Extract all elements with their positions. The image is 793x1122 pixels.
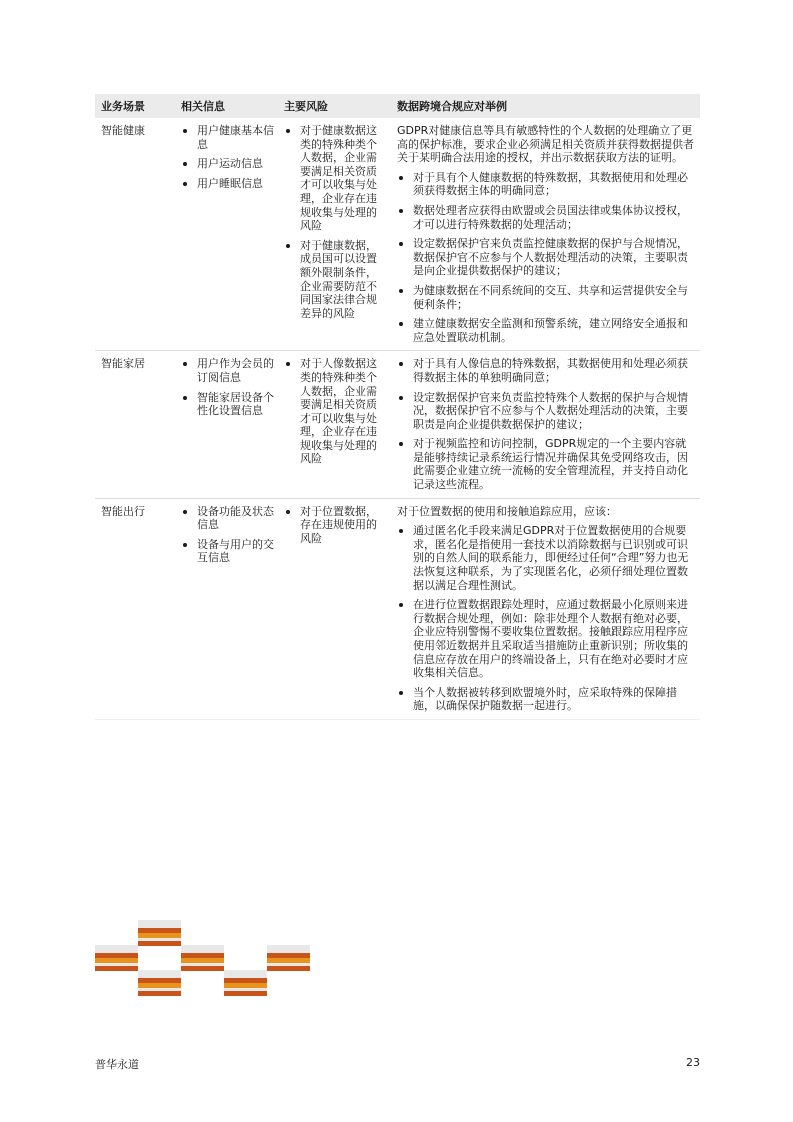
list-item: 对于健康数据这类的特殊种类个人数据，企业需要满足相关资质才可以收集与处理，企业存在违规收集与处理的风险 [284, 124, 387, 233]
stripe-band [138, 983, 181, 988]
header-scenario: 业务场景 [95, 94, 175, 118]
stripe-band [181, 953, 224, 958]
list-item: 通过匿名化手段来满足GDPR对于位置数据使用的合规要求，匿名化是指使用一套技术以消除数据与已识别或可识别的自然人间的联系能力，即便经过任何“合理”努力也无法恢复这种联系，为了实现匿名化，必须仔细处理位置数据以满足合理性测试。 [397, 524, 696, 592]
header-response: 数据跨境合规应对举例 [391, 94, 700, 118]
list-item: 设备功能及状态信息 [181, 505, 274, 532]
list-item: 设定数据保护官来负责监控健康数据的保护与合规情况，数据保护官不应参与个人数据处理活动的决策，主要职责是向企业提供数据保护的建议； [397, 237, 696, 278]
list-item: 建立健康数据安全监测和预警系统，建立网络安全通报和应急处置联动机制。 [397, 317, 696, 344]
list-item: 对于位置数据，存在违规使用的风险 [284, 505, 387, 546]
page-number: 23 [686, 1056, 700, 1069]
list-item: 为健康数据在不同系统间的交互、共享和运营提供安全与便利条件； [397, 284, 696, 311]
list-item: 设定数据保护官来负责监控特殊个人数据的保护与合规情况，数据保护官不应参与个人数据处理活动的决策，主要职责是向企业提供数据保护的建议； [397, 391, 696, 432]
list-item: 在进行位置数据跟踪处理时，应通过数据最小化原则来进行数据合规处理，例如：除非处理个人数据有绝对必要，企业应特别警惕不要收集位置数据。接触跟踪应用程序应使用邻近数据并且采取适当措施防止重新识别；所收集的信息应存放在用户的终端设备上，只有在绝对必要时才应收集相关信息。 [397, 598, 696, 680]
response-intro: GDPR对健康信息等具有敏感特性的个人数据的处理确立了更高的保护标准，要求企业必须满足相关资质并获得数据提供者关于某明确合法用途的授权，并出示数据获取方法的证明。 [397, 124, 694, 165]
list-item: 对于健康数据，成员国可以设置额外限制条件，企业需要防范不同国家法律合规差异的风险 [284, 239, 387, 321]
stripe-band [267, 963, 310, 966]
header-risk: 主要风险 [278, 94, 391, 118]
list-item: 用户运动信息 [181, 157, 274, 171]
list-item: 用户作为会员的订阅信息 [181, 357, 274, 384]
stripe-band [224, 983, 267, 988]
stripe-band [95, 963, 138, 966]
stripe-band [138, 978, 181, 983]
stripe-band [138, 941, 181, 946]
list-item: 智能家居设备个性化设置信息 [181, 391, 274, 418]
stripe-band [95, 953, 138, 958]
list-item: 对于视频监控和访问控制，GDPR规定的一个主要内容就是能够持续记录系统运行情况并确保其免受网络攻击，因此需要企业建立统一流畅的安全管理流程，并支持自动化记录这些流程。 [397, 437, 696, 491]
stripe-band [181, 966, 224, 971]
stripe-band [138, 920, 181, 928]
stripe-band [138, 938, 181, 941]
stripe-band [138, 928, 181, 933]
stripe-band [224, 978, 267, 983]
list-item: 对于具有人像信息的特殊数据，其数据使用和处理必须获得数据主体的单独明确同意； [397, 357, 696, 384]
list-item: 对于具有个人健康数据的特殊数据，其数据使用和处理必须获得数据主体的明确同意； [397, 171, 696, 198]
scenario-cell: 智能家居 [95, 351, 175, 498]
stripe-band [267, 953, 310, 958]
stripe-band [138, 970, 181, 978]
list-item: 数据处理者应获得由欧盟或会员国法律或集体协议授权，才可以进行特殊数据的处理活动； [397, 204, 696, 231]
stripe-band [267, 945, 310, 953]
header-info: 相关信息 [175, 94, 278, 118]
footer-brand: 普华永道 [95, 1058, 139, 1071]
stripe-band [224, 988, 267, 991]
scenario-cell: 智能出行 [95, 498, 175, 719]
stripe-band [267, 966, 310, 971]
list-item: 用户健康基本信息 [181, 124, 274, 151]
response-intro: 对于位置数据的使用和接触追踪应用，应该： [397, 504, 617, 518]
scenario-cell: 智能健康 [95, 118, 175, 351]
stripe-band [138, 988, 181, 991]
stripe-band [224, 991, 267, 996]
stripe-band [181, 963, 224, 966]
stripe-band [181, 958, 224, 963]
stripe-band [138, 991, 181, 996]
stripe-band [95, 958, 138, 963]
stripe-band [95, 945, 138, 953]
list-item: 设备与用户的交互信息 [181, 538, 274, 565]
list-item: 当个人数据被转移到欧盟境外时，应采取特殊的保障措施，以确保保护随数据一起进行。 [397, 686, 696, 713]
stripe-band [138, 933, 181, 938]
stripe-band [224, 970, 267, 978]
list-item: 对于人像数据这类的特殊种类个人数据，企业需要满足相关资质才可以收集与处理，企业存在违规收集与处理的风险 [284, 357, 387, 466]
stripe-band [181, 945, 224, 953]
stripe-band [267, 958, 310, 963]
list-item: 用户睡眠信息 [181, 177, 274, 191]
stripe-band [95, 966, 138, 971]
